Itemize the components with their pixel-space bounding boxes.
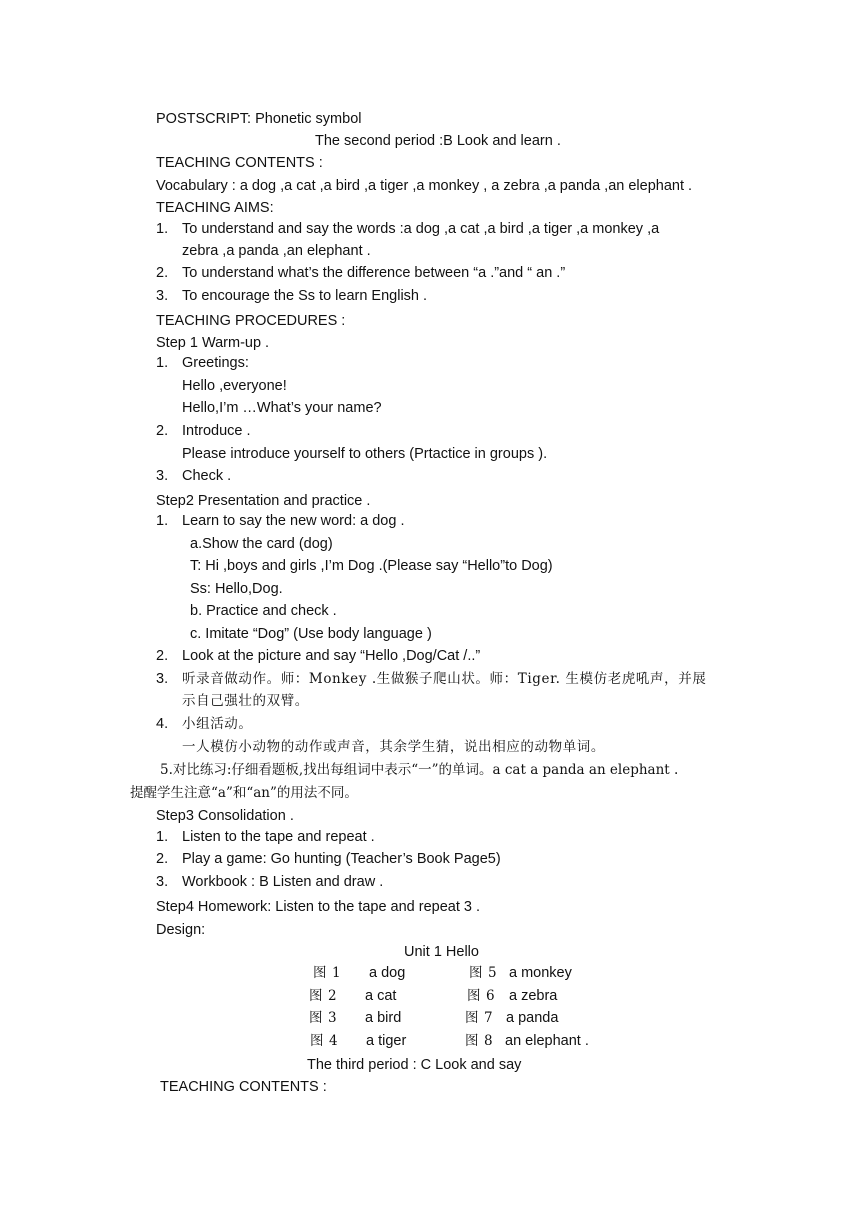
step2-sub-line: T: Hi ,boys and girls ,I’m Dog .(Please say “Hello”to Dog) [190, 558, 553, 574]
comparison-exercise-note: 提醒学生注意“a”和“an”的用法不同。 [130, 785, 358, 801]
step2-item-chinese: 小组活动。 [182, 716, 253, 732]
design-word: a bird [365, 1010, 402, 1026]
step1-item-number: 1. [156, 355, 169, 371]
comparison-exercise: 5.对比练习:仔细看题板,找出每组词中表示“一”的单词。a cat a panda an elephant . [160, 762, 679, 778]
step2-sub-line: b. Practice and check . [190, 603, 337, 619]
design-word: a monkey [509, 965, 572, 981]
step4-homework: Step4 Homework: Listen to the tape and repeat 3 . [156, 899, 481, 915]
step3-item-number: 1. [156, 829, 169, 845]
step2-title: Step2 Presentation and practice . [156, 493, 371, 509]
step2-item: Learn to say the new word: a dog . [182, 513, 405, 529]
contents-heading: TEACHING CONTENTS : [156, 155, 323, 171]
step3-item: Listen to the tape and repeat . [182, 829, 375, 845]
design-title: Unit 1 Hello [404, 944, 479, 960]
design-word: a dog [369, 965, 406, 981]
postscript-line: POSTSCRIPT: Phonetic symbol [156, 111, 362, 127]
aim-text: To encourage the Ss to learn English . [182, 288, 428, 304]
procedures-heading: TEACHING PROCEDURES : [156, 313, 346, 329]
aim-text-continued: zebra ,a panda ,an elephant . [182, 243, 371, 259]
step2-item-chinese: 听录音做动作。师：Monkey .生做猴子爬山状。师：Tiger. 生模仿老虎吼声，并展 [182, 671, 707, 687]
design-figure-label: 图 8 [465, 1033, 494, 1049]
step2-item-number: 2. [156, 648, 169, 664]
step1-item: Greetings: [182, 355, 249, 371]
step1-item-number: 2. [156, 423, 169, 439]
group-activity-detail: 一人模仿小动物的动作或声音，其余学生猜，说出相应的动物单词。 [182, 739, 605, 755]
step2-item: Look at the picture and say “Hello ,Dog/Cat /..” [182, 648, 481, 664]
contents-heading-2: TEACHING CONTENTS : [160, 1079, 327, 1095]
design-figure-label: 图 4 [310, 1033, 339, 1049]
design-figure-label: 图 5 [469, 965, 498, 981]
step2-item-number: 1. [156, 513, 169, 529]
design-word: a zebra [509, 988, 558, 1004]
step2-sub-line: c. Imitate “Dog” (Use body language ) [190, 626, 432, 642]
aim-text: To understand and say the words :a dog ,a cat ,a bird ,a tiger ,a monkey ,a [182, 221, 660, 237]
step3-item: Workbook : B Listen and draw . [182, 874, 384, 890]
aim-number: 2. [156, 265, 169, 281]
step3-item: Play a game: Go hunting (Teacher’s Book Page5) [182, 851, 501, 867]
vocabulary-line: Vocabulary : a dog ,a cat ,a bird ,a tiger ,a monkey , a zebra ,a panda ,an elephant . [156, 178, 693, 194]
step3-title: Step3 Consolidation . [156, 808, 294, 824]
step1-item: Introduce . [182, 423, 251, 439]
greeting-line: Hello,I’m …What’s your name? [182, 400, 382, 416]
design-figure-label: 图 3 [309, 1010, 338, 1026]
period-title: The second period :B Look and learn . [315, 133, 561, 149]
step1-title: Step 1 Warm-up . [156, 335, 270, 351]
step2-item-number: 3. [156, 671, 169, 687]
design-figure-label: 图 2 [309, 988, 338, 1004]
step2-item-chinese-continued: 示自己强壮的双臂。 [182, 693, 309, 709]
step3-item-number: 3. [156, 874, 169, 890]
aim-text: To understand what’s the difference between “a .”and “ an .” [182, 265, 566, 281]
step1-item-number: 3. [156, 468, 169, 484]
design-word: a tiger [366, 1033, 407, 1049]
step2-item-number: 4. [156, 716, 169, 732]
aim-number: 1. [156, 221, 169, 237]
step1-item: Check . [182, 468, 232, 484]
greeting-line: Hello ,everyone! [182, 378, 287, 394]
design-heading: Design: [156, 922, 206, 938]
design-figure-label: 图 7 [465, 1010, 494, 1026]
design-word: an elephant . [505, 1033, 589, 1049]
aims-heading: TEACHING AIMS: [156, 200, 274, 216]
step3-item-number: 2. [156, 851, 169, 867]
step2-sub-line: a.Show the card (dog) [190, 536, 333, 552]
design-figure-label: 图 1 [313, 965, 342, 981]
third-period-title: The third period : C Look and say [307, 1057, 522, 1073]
design-figure-label: 图 6 [467, 988, 496, 1004]
introduce-line: Please introduce yourself to others (Prtactice in groups ). [182, 446, 548, 462]
step2-sub-line: Ss: Hello,Dog. [190, 581, 283, 597]
aim-number: 3. [156, 288, 169, 304]
design-word: a panda [506, 1010, 559, 1026]
design-word: a cat [365, 988, 397, 1004]
